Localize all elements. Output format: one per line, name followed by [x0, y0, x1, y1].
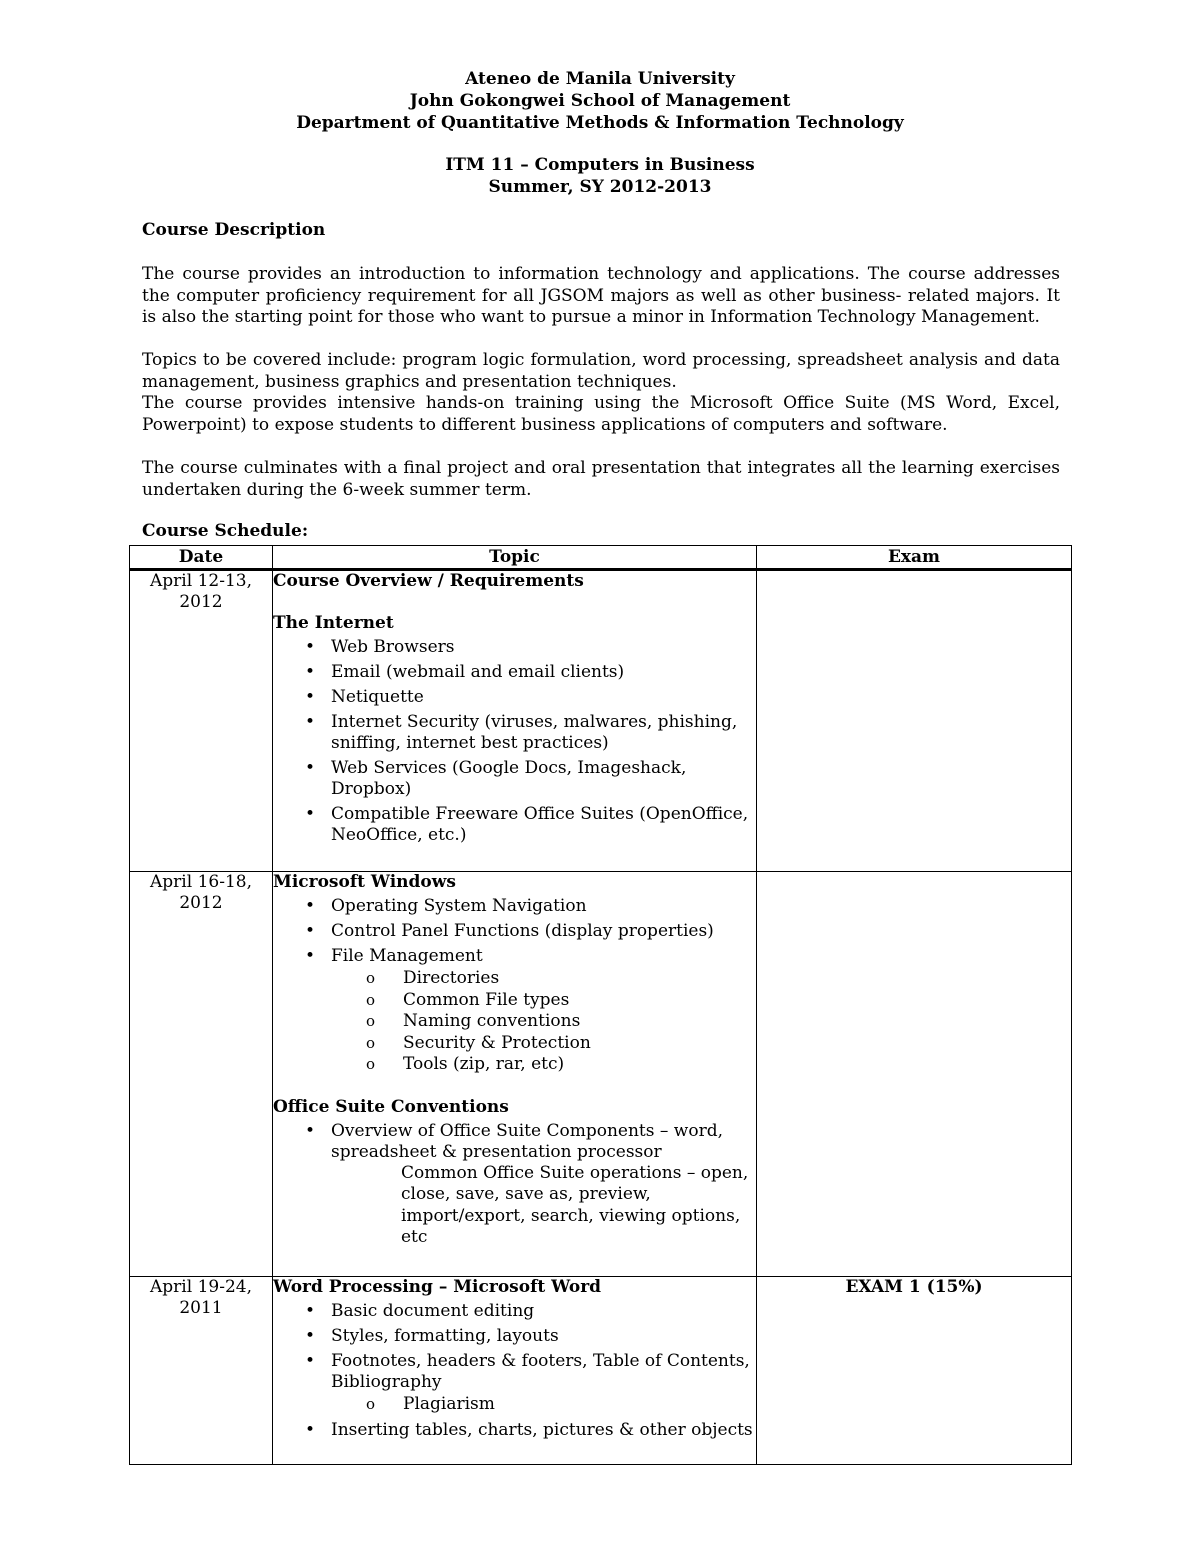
- bullet-icon: •: [305, 804, 316, 824]
- course-term: Summer, SY 2012-2013: [488, 177, 712, 197]
- topic-list: [273, 637, 756, 846]
- hands-on-training-text: The course provides intensive hands-on training using the Microsoft Office Suite (MS Word, Excel, Powerpoint) to expose students to different business applications of computers and software.: [142, 393, 1060, 435]
- table-header-row: [130, 546, 1072, 570]
- exam-cell: EXAM 1 (15%): [757, 1277, 1072, 1465]
- list-item: • Footnotes, headers & footers, Table of Contents, Bibliography o Plagiarism: [273, 1351, 756, 1416]
- list-item: • Internet Security (viruses, malwares, phishing, sniffing, internet best practices): [305, 712, 738, 753]
- bullet-icon: •: [305, 1301, 316, 1321]
- bullet-icon: •: [305, 637, 316, 657]
- course-title: ITM 11 – Computers in Business: [445, 155, 755, 175]
- topic-cell: [273, 570, 757, 872]
- list-item: • Inserting tables, charts, pictures & other objects: [305, 1419, 753, 1440]
- topic-title: Microsoft Windows: [273, 872, 456, 892]
- list-item: • Compatible Freeware Office Suites (OpenOffice, NeoOffice, etc.): [305, 804, 749, 845]
- exam-cell: [757, 872, 1072, 1277]
- date-text: April 16-18, 2012: [150, 872, 252, 913]
- circle-bullet-icon: o: [366, 1395, 376, 1413]
- table-row: [130, 1277, 1072, 1465]
- sub-list: [331, 1394, 756, 1416]
- topic-title: Course Overview / Requirements: [273, 571, 584, 591]
- column-header-exam: Exam: [757, 546, 1072, 570]
- schedule-table: [129, 545, 1072, 1465]
- sub-list-item: o Plagiarism: [366, 1394, 495, 1414]
- description-paragraph-3: The course culminates with a final project and oral presentation that integrates all the learning exercises undertaken during the 6-week summer term.: [142, 458, 1060, 500]
- bullet-icon: •: [305, 1120, 316, 1141]
- circle-bullet-icon: o: [366, 990, 376, 1009]
- list-item: • Styles, formatting, layouts: [305, 1326, 559, 1346]
- list-item: • Email (webmail and email clients): [305, 662, 625, 682]
- list-item: • Control Panel Functions (display properties): [305, 921, 714, 941]
- topic-title: Office Suite Conventions: [273, 1096, 509, 1117]
- list-item: • Netiquette: [305, 687, 424, 707]
- department-name: Department of Quantitative Methods & Information Technology: [296, 113, 904, 133]
- description-paragraph-1: The course provides an introduction to information technology and applications. The course addresses the computer proficiency requirement for all JGSOM majors as well as other business- related majors. It is also the starting point for those who want to pursue a minor in Information Technology Management.: [142, 264, 1060, 327]
- course-description-heading: Course Description: [142, 220, 326, 240]
- school-name: John Gokongwei School of Management: [409, 91, 791, 111]
- topic-title: The Internet: [273, 613, 394, 633]
- column-header-date: Date: [130, 546, 273, 570]
- office-operations-text: Common Office Suite operations – open, close, save, save as, preview, import/export, search, viewing options, etc: [401, 1162, 749, 1247]
- sub-list-item: o Common File types: [366, 989, 570, 1010]
- list-item: • File Management o Directories o Common File types o Naming conventions o Security & Protection o Tools (zip, rar, etc): [273, 946, 756, 1076]
- bullet-icon: •: [305, 712, 316, 732]
- list-item: • Web Browsers: [305, 637, 455, 657]
- date-cell: [130, 872, 273, 1277]
- table-row: [130, 872, 1072, 1277]
- bullet-icon: •: [305, 758, 316, 778]
- column-header-topic: Topic: [273, 546, 757, 570]
- bullet-icon: •: [305, 896, 316, 916]
- sub-list-item: o Security & Protection: [366, 1032, 591, 1053]
- list-item: • Overview of Office Suite Components – word, spreadsheet & presentation processor: [305, 1120, 723, 1162]
- topic-cell: [273, 1277, 757, 1465]
- topic-list: [273, 1121, 756, 1163]
- list-item: • Web Services (Google Docs, Imageshack, Dropbox): [305, 758, 687, 799]
- bullet-icon: •: [305, 1419, 316, 1440]
- topic-title: Word Processing – Microsoft Word: [273, 1277, 602, 1297]
- topic-list: [273, 1301, 756, 1441]
- sub-list-item: o Tools (zip, rar, etc): [366, 1054, 565, 1074]
- sub-list-item: o Directories: [366, 968, 500, 988]
- circle-bullet-icon: o: [366, 969, 376, 987]
- circle-bullet-icon: o: [366, 1055, 376, 1073]
- bullet-icon: •: [305, 687, 316, 707]
- topics-covered-text: Topics to be covered include: program logic formulation, word processing, spreadsheet analysis and data management, business graphics and presentation techniques.: [142, 350, 1060, 392]
- circle-bullet-icon: o: [366, 1033, 376, 1052]
- bullet-icon: •: [305, 662, 316, 682]
- circle-bullet-icon: o: [366, 1012, 376, 1030]
- course-schedule-heading: Course Schedule:: [142, 521, 309, 541]
- university-name: Ateneo de Manila University: [465, 69, 735, 89]
- description-paragraph-2: [142, 350, 1060, 436]
- exam-cell: [757, 570, 1072, 872]
- bullet-icon: •: [305, 1326, 316, 1346]
- list-item: • Operating System Navigation: [305, 896, 587, 916]
- sub-list-item: o Naming conventions: [366, 1011, 581, 1031]
- bullet-icon: •: [305, 921, 316, 941]
- table-row: [130, 570, 1072, 872]
- date-text: April 19-24, 2011: [150, 1277, 252, 1318]
- date-cell: [130, 1277, 273, 1465]
- topic-list: [273, 896, 756, 1076]
- list-item: • Basic document editing: [305, 1301, 535, 1321]
- bullet-icon: •: [305, 1351, 316, 1371]
- bullet-icon: •: [305, 946, 316, 966]
- date-text: April 12-13, 2012: [150, 571, 252, 612]
- date-cell: [130, 570, 273, 872]
- sub-list: [331, 968, 756, 1076]
- topic-cell: [273, 872, 757, 1277]
